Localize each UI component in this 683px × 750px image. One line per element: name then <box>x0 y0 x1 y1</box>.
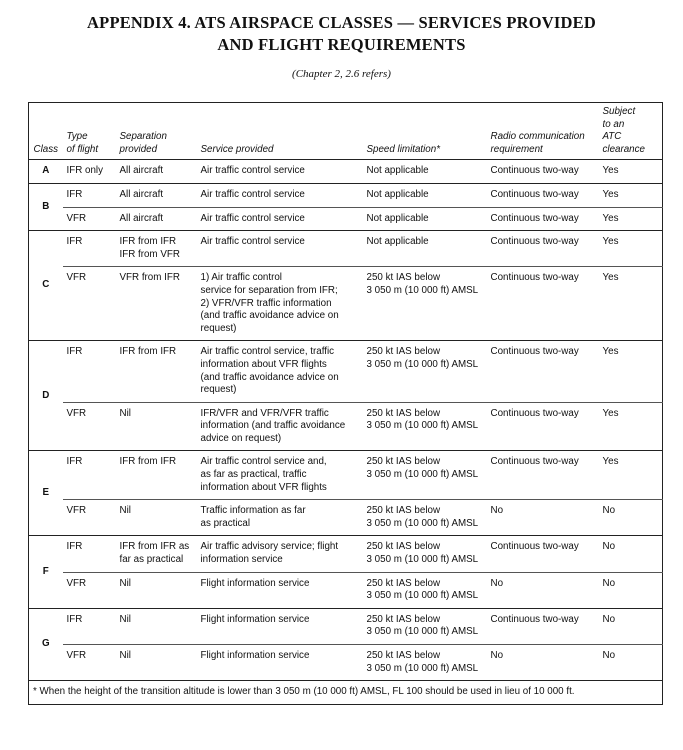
separation-cell: IFR from IFR as far as practical <box>116 536 197 572</box>
type-cell: VFR <box>63 267 116 341</box>
service-cell: IFR/VFR and VFR/VFR traffic information (and traffic avoidance advice on request) <box>197 402 363 451</box>
service-cell: Flight information service <box>197 608 363 644</box>
class-cell: E <box>29 451 63 536</box>
radio-cell: Continuous two-way <box>487 207 599 231</box>
type-cell: IFR only <box>63 160 116 184</box>
radio-cell: Continuous two-way <box>487 267 599 341</box>
table-row <box>29 500 663 536</box>
table-row <box>29 231 663 267</box>
table-row <box>29 572 663 608</box>
type-cell: IFR <box>63 608 116 644</box>
radio-cell: Continuous two-way <box>487 160 599 184</box>
speed-cell: 250 kt IAS below 3 050 m (10 000 ft) AMSL <box>363 536 487 572</box>
table-row <box>29 183 663 207</box>
separation-cell: Nil <box>116 402 197 451</box>
title-line-2: AND FLIGHT REQUIREMENTS <box>217 35 466 54</box>
separation-cell: All aircraft <box>116 207 197 231</box>
radio-cell: Continuous two-way <box>487 536 599 572</box>
separation-cell: All aircraft <box>116 160 197 184</box>
atc-cell: Yes <box>599 160 663 184</box>
atc-cell: Yes <box>599 267 663 341</box>
atc-cell: No <box>599 608 663 644</box>
class-cell: G <box>29 608 63 680</box>
footnote: * When the height of the transition altitude is lower than 3 050 m (10 000 ft) AMSL, FL 100 should be used in lieu of 10 000 ft. <box>29 681 663 705</box>
type-cell: IFR <box>63 536 116 572</box>
speed-cell: Not applicable <box>363 231 487 267</box>
type-cell: VFR <box>63 402 116 451</box>
speed-cell: Not applicable <box>363 207 487 231</box>
table-row <box>29 207 663 231</box>
page-title <box>0 12 683 56</box>
header-atc: Subject to an ATC clearance <box>599 103 663 160</box>
separation-cell: Nil <box>116 572 197 608</box>
type-cell: IFR <box>63 451 116 500</box>
table-row <box>29 160 663 184</box>
atc-cell: Yes <box>599 207 663 231</box>
separation-cell: IFR from IFR <box>116 341 197 402</box>
radio-cell: Continuous two-way <box>487 451 599 500</box>
service-cell: Air traffic advisory service; flight information service <box>197 536 363 572</box>
separation-cell: All aircraft <box>116 183 197 207</box>
table-header-row <box>29 103 663 160</box>
header-separation: Separation provided <box>116 103 197 160</box>
radio-cell: No <box>487 645 599 681</box>
speed-cell: 250 kt IAS below 3 050 m (10 000 ft) AMSL <box>363 402 487 451</box>
table-row <box>29 267 663 341</box>
service-cell: Traffic information as far as practical <box>197 500 363 536</box>
header-class: Class <box>29 103 63 160</box>
service-cell: Flight information service <box>197 572 363 608</box>
table-row <box>29 645 663 681</box>
separation-cell: Nil <box>116 645 197 681</box>
separation-cell: Nil <box>116 608 197 644</box>
speed-cell: 250 kt IAS below 3 050 m (10 000 ft) AMSL <box>363 572 487 608</box>
service-cell: Air traffic control service <box>197 207 363 231</box>
atc-cell: No <box>599 572 663 608</box>
speed-cell: 250 kt IAS below 3 050 m (10 000 ft) AMSL <box>363 500 487 536</box>
atc-cell: Yes <box>599 341 663 402</box>
atc-cell: No <box>599 645 663 681</box>
separation-cell: IFR from IFR IFR from VFR <box>116 231 197 267</box>
type-cell: VFR <box>63 500 116 536</box>
service-cell: Air traffic control service, traffic information about VFR flights (and traffic avoidance advice on request) <box>197 341 363 402</box>
type-cell: IFR <box>63 341 116 402</box>
type-cell: VFR <box>63 645 116 681</box>
subtitle: (Chapter 2, 2.6 refers) <box>292 68 391 80</box>
header-radio: Radio communication requirement <box>487 103 599 160</box>
class-cell: D <box>29 341 63 451</box>
atc-cell: Yes <box>599 231 663 267</box>
service-cell: Flight information service <box>197 645 363 681</box>
speed-cell: 250 kt IAS below 3 050 m (10 000 ft) AMSL <box>363 267 487 341</box>
radio-cell: Continuous two-way <box>487 341 599 402</box>
radio-cell: Continuous two-way <box>487 231 599 267</box>
title-line-1: APPENDIX 4. ATS AIRSPACE CLASSES — SERVICES PROVIDED <box>87 13 596 32</box>
class-cell: B <box>29 183 63 230</box>
atc-cell: Yes <box>599 402 663 451</box>
table-row <box>29 608 663 644</box>
speed-cell: 250 kt IAS below 3 050 m (10 000 ft) AMSL <box>363 608 487 644</box>
type-cell: IFR <box>63 183 116 207</box>
atc-cell: No <box>599 500 663 536</box>
table-row <box>29 451 663 500</box>
class-cell: C <box>29 231 63 341</box>
type-cell: VFR <box>63 572 116 608</box>
class-cell: A <box>29 160 63 184</box>
table-row <box>29 402 663 451</box>
service-cell: Air traffic control service <box>197 160 363 184</box>
table-row <box>29 536 663 572</box>
radio-cell: No <box>487 572 599 608</box>
speed-cell: 250 kt IAS below 3 050 m (10 000 ft) AMSL <box>363 451 487 500</box>
separation-cell: VFR from IFR <box>116 267 197 341</box>
service-cell: Air traffic control service <box>197 231 363 267</box>
airspace-classes-table <box>28 102 663 705</box>
separation-cell: Nil <box>116 500 197 536</box>
footnote-row <box>29 681 663 705</box>
table-row <box>29 341 663 402</box>
class-cell: F <box>29 536 63 608</box>
speed-cell: Not applicable <box>363 183 487 207</box>
radio-cell: No <box>487 500 599 536</box>
service-cell: Air traffic control service <box>197 183 363 207</box>
type-cell: VFR <box>63 207 116 231</box>
radio-cell: Continuous two-way <box>487 183 599 207</box>
header-type: Type of flight <box>63 103 116 160</box>
atc-cell: Yes <box>599 451 663 500</box>
header-speed: Speed limitation* <box>363 103 487 160</box>
atc-cell: Yes <box>599 183 663 207</box>
service-cell: Air traffic control service and, as far as practical, traffic information about VFR flights <box>197 451 363 500</box>
atc-cell: No <box>599 536 663 572</box>
speed-cell: Not applicable <box>363 160 487 184</box>
type-cell: IFR <box>63 231 116 267</box>
separation-cell: IFR from IFR <box>116 451 197 500</box>
header-service: Service provided <box>197 103 363 160</box>
radio-cell: Continuous two-way <box>487 608 599 644</box>
speed-cell: 250 kt IAS below 3 050 m (10 000 ft) AMSL <box>363 341 487 402</box>
speed-cell: 250 kt IAS below 3 050 m (10 000 ft) AMSL <box>363 645 487 681</box>
radio-cell: Continuous two-way <box>487 402 599 451</box>
service-cell: 1) Air traffic control service for separation from IFR; 2) VFR/VFR traffic information (and traffic avoidance advice on request) <box>197 267 363 341</box>
